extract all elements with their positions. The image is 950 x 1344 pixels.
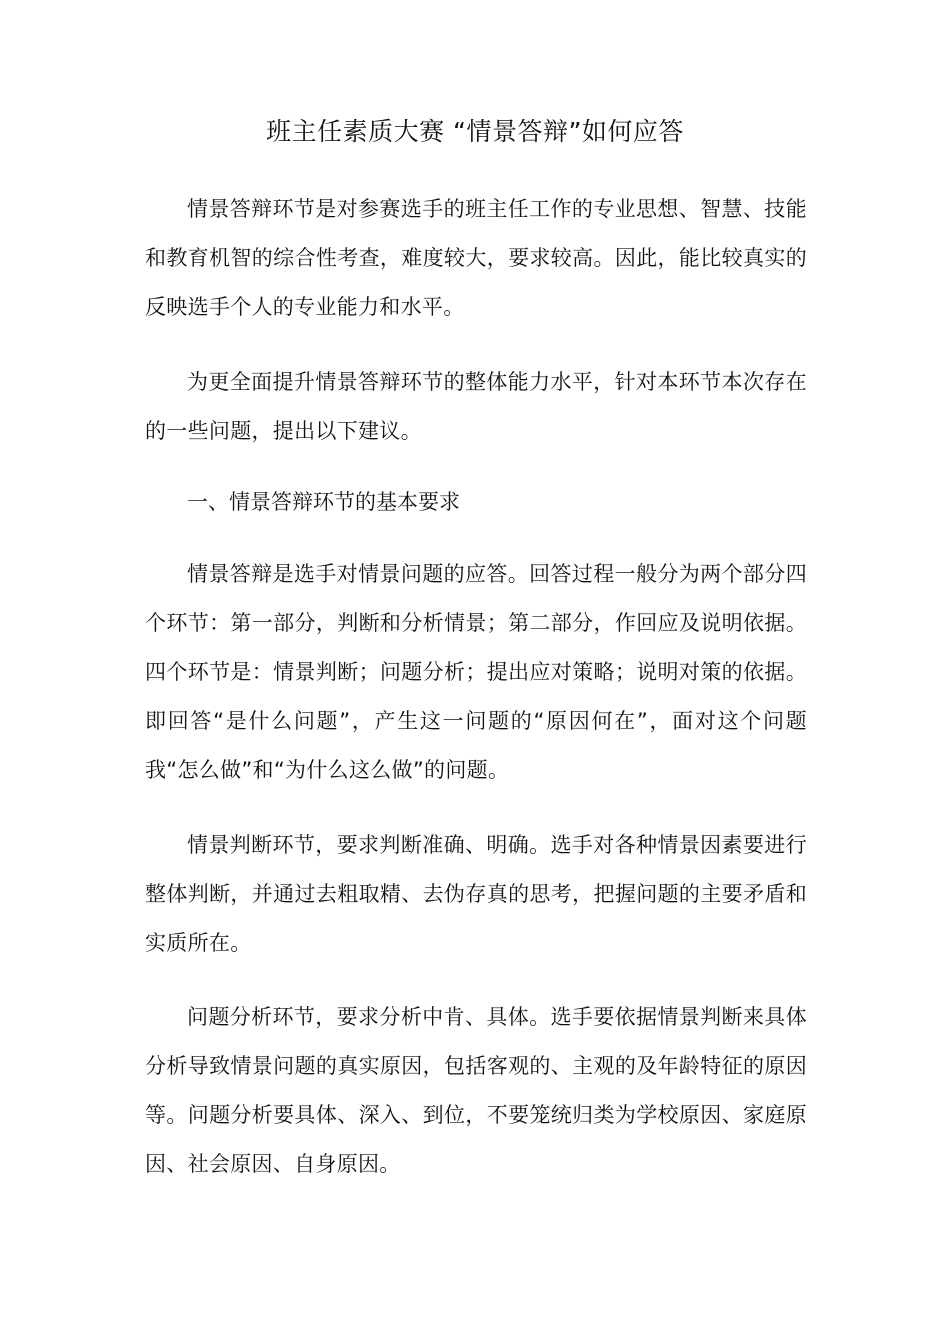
document-title: 班主任素质大赛 “情景答辩”如何应答 [266, 117, 684, 146]
paragraph-suggestions: 为更全面提升情景答辩环节的整体能力水平，针对本环节本次存在的一些问题，提出以下建议。 [145, 370, 807, 443]
section-heading-basic-requirements: 一、情景答辩环节的基本要求 [187, 490, 460, 514]
paragraph-problem-analysis: 问题分析环节，要求分析中肯、具体。选手要依据情景判断来具体分析导致情景问题的真实原因，包括客观的、主观的及年龄特征的原因等。问题分析要具体、深入、到位，不要笼统归类为学校原因、家庭原因、社会原因、自身原因。 [145, 1005, 807, 1176]
paragraph-intro: 情景答辩环节是对参赛选手的班主任工作的专业思想、智慧、技能和教育机智的综合性考查，难度较大，要求较高。因此，能比较真实的反映选手个人的专业能力和水平。 [145, 197, 807, 319]
paragraph-answer-process: 情景答辩是选手对情景问题的应答。回答过程一般分为两个部分四个环节：第一部分，判断和分析情景；第二部分，作回应及说明依据。四个环节是：情景判断；问题分析；提出应对策略；说明对策的依据。即回答“是什么问题”，产生这一问题的“原因何在”，面对这个问题我“怎么做”和“为什么这么做”的问题。 [145, 562, 807, 782]
paragraph-situation-judgment: 情景判断环节，要求判断准确、明确。选手对各种情景因素要进行整体判断，并通过去粗取精、去伪存真的思考，把握问题的主要矛盾和实质所在。 [145, 833, 807, 955]
